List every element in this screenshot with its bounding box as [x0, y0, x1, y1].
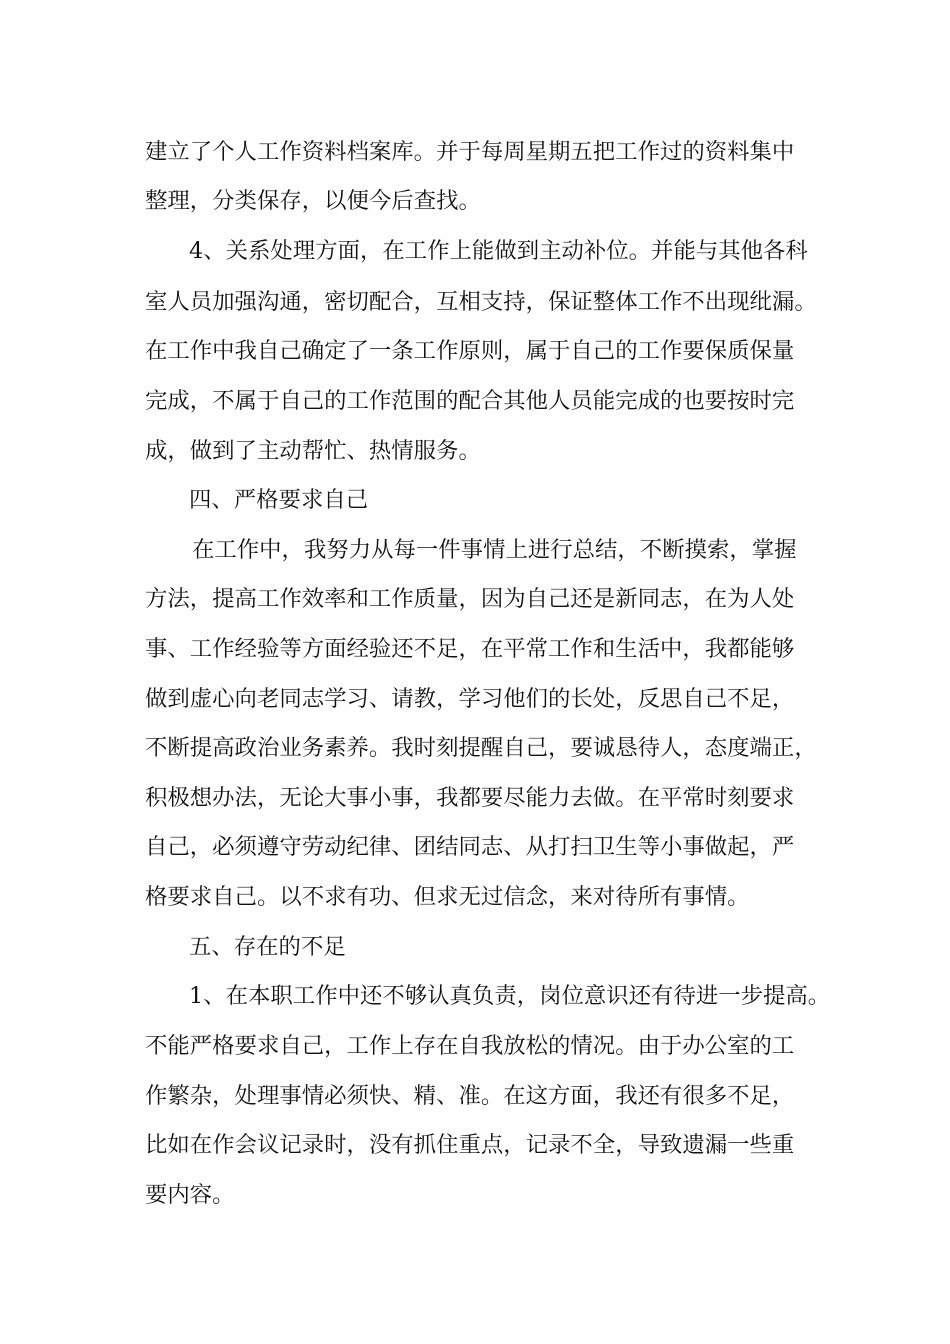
text-line: 成，做到了主动帮忙、热情服务。: [145, 438, 481, 464]
text-line: 不能严格要求自己，工作上存在自我放松的情况。由于办公室的工: [145, 1033, 795, 1059]
text-line: 完成，不属于自己的工作范围的配合其他人员能完成的也要按时完: [145, 388, 795, 414]
text-line: 整理，分类保存，以便今后查找。: [145, 188, 481, 214]
text-line: 不断提高政治业务素养。我时刻提醒自己，要诚恳待人，态度端正，: [145, 735, 817, 761]
text-line: 比如在作会议记录时，没有抓住重点，记录不全，导致遗漏一些重: [145, 1132, 795, 1158]
text-line: 要内容。: [145, 1182, 235, 1208]
text-line: 4、关系处理方面，在工作上能做到主动补位。并能与其他各科: [189, 238, 808, 264]
text-line: 作繁杂，处理事情必须快、精、准。在这方面，我还有很多不足，: [145, 1083, 795, 1109]
text-line: 做到虚心向老同志学习、请教，学习他们的长处，反思自己不足，: [145, 686, 795, 712]
text-line: 自己，必须遵守劳动纪律、团结同志、从打扫卫生等小事做起，严: [145, 834, 795, 860]
text-line: 室人员加强沟通，密切配合，互相支持，保证整体工作不出现纰漏。: [145, 289, 817, 315]
text-line: 建立了个人工作资料档案库。并于每周星期五把工作过的资料集中: [145, 139, 795, 165]
text-line: 积极想办法，无论大事小事，我都要尽能力去做。在平常时刻要求: [145, 785, 795, 811]
text-line: 1、在本职工作中还不够认真负责，岗位意识还有待进一步提高。: [189, 983, 831, 1009]
section-heading: 四、严格要求自己: [189, 487, 369, 513]
text-line: 在工作中我自己确定了一条工作原则，属于自己的工作要保质保量: [145, 338, 795, 364]
text-line: 在工作中，我努力从每一件事情上进行总结，不断摸索，掌握: [192, 537, 797, 563]
text-line: 事、工作经验等方面经验还不足，在平常工作和生活中，我都能够: [145, 636, 795, 662]
text-line: 方法，提高工作效率和工作质量，因为自己还是新同志，在为人处: [145, 586, 795, 612]
text-line: 格要求自己。以不求有功、但求无过信念，来对待所有事情。: [145, 884, 750, 910]
section-heading: 五、存在的不足: [189, 934, 346, 960]
